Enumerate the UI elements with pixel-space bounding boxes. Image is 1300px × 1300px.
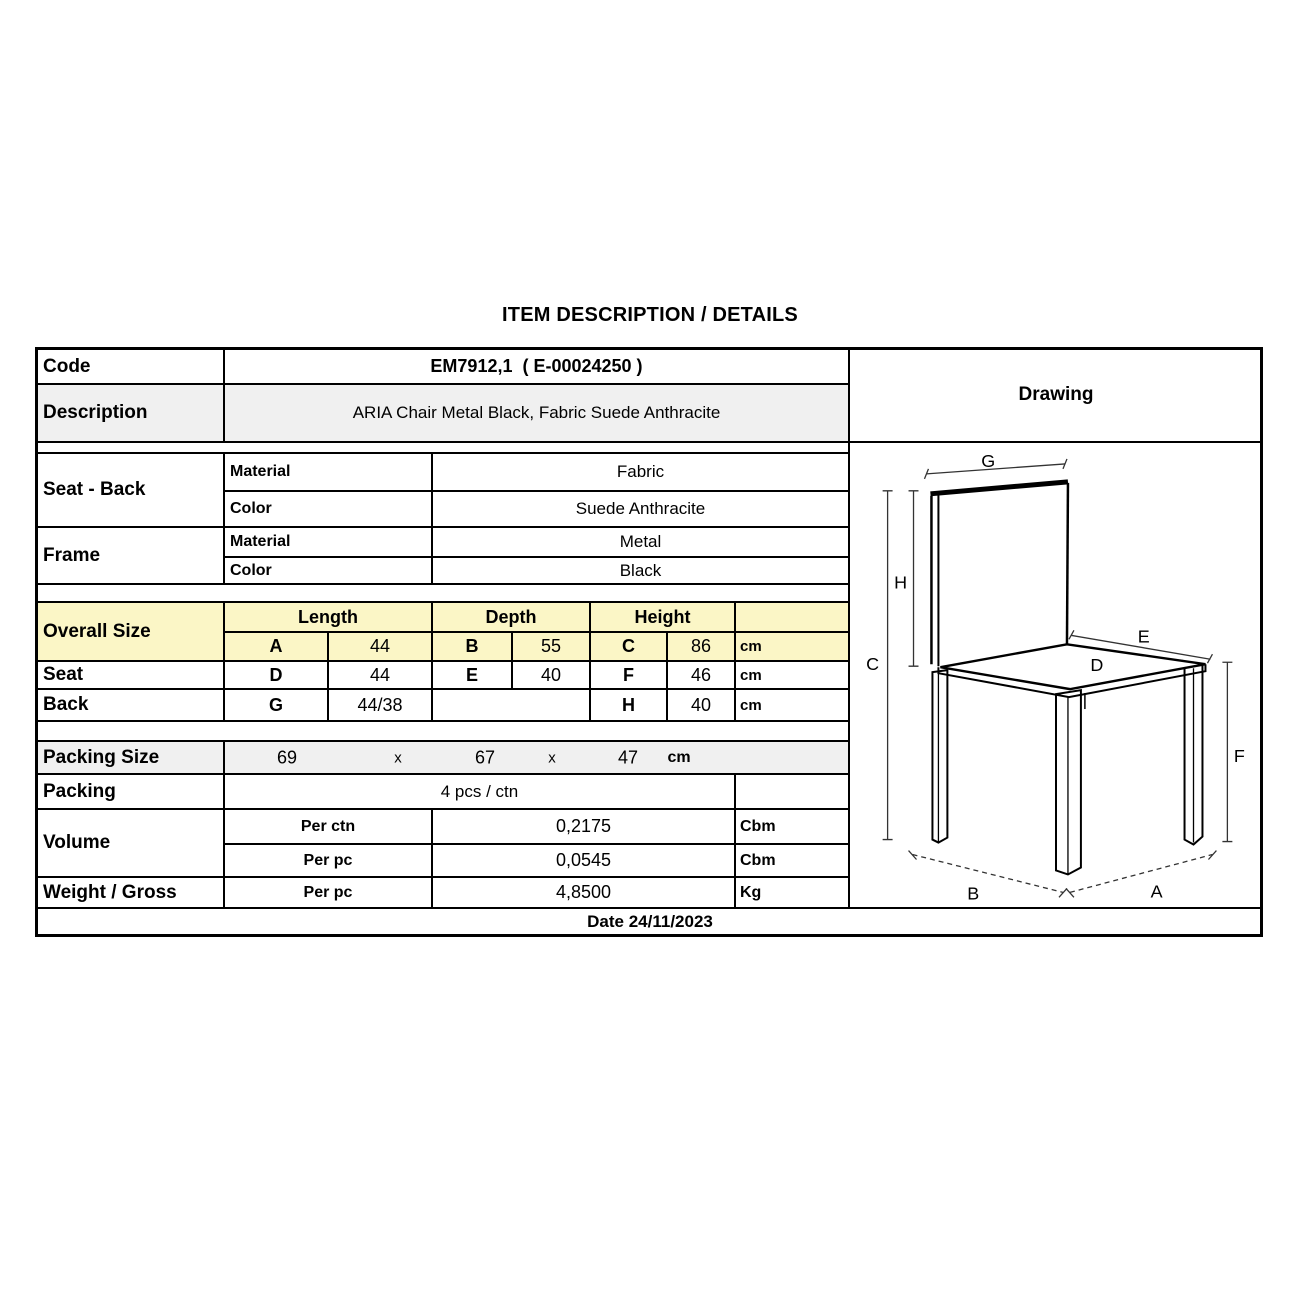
dim-f-value: 46 xyxy=(668,662,736,690)
dim-line-a xyxy=(1070,854,1212,892)
spacer-row xyxy=(38,722,848,742)
dim-line-b xyxy=(913,854,1063,892)
back-unit: cm xyxy=(736,690,848,722)
dim-h-value: 40 xyxy=(668,690,736,722)
packing-size-sep2: x xyxy=(548,749,556,766)
dim-b-letter: B xyxy=(433,633,513,662)
dim-d-value: 44 xyxy=(329,662,433,690)
volume-per-pc-unit: Cbm xyxy=(736,845,848,878)
backrest-top xyxy=(930,482,1068,494)
dim-b-value: 55 xyxy=(513,633,591,662)
label-e: E xyxy=(1137,625,1150,646)
dim-line-c xyxy=(883,490,893,839)
code-value: EM7912,1 ( E-00024250 ) xyxy=(225,350,848,385)
label-b: B xyxy=(967,883,980,904)
label-d: D xyxy=(1090,654,1104,675)
frame-color-value: Black xyxy=(433,558,848,585)
spec-table xyxy=(35,347,1263,937)
dim-e-value: 40 xyxy=(513,662,591,690)
seat-label: Seat xyxy=(38,662,225,690)
volume-per-ctn-unit: Cbm xyxy=(736,810,848,845)
backrest-right xyxy=(1067,483,1068,645)
leg-back-left xyxy=(932,670,947,842)
packing-size-v3: 47 xyxy=(617,747,639,767)
volume-per-ctn-value: 0,2175 xyxy=(433,810,736,845)
dim-g-value: 44/38 xyxy=(329,690,433,722)
seat-back-label: Seat - Back xyxy=(38,454,225,528)
height-header: Height xyxy=(591,603,736,633)
page-title: ITEM DESCRIPTION / DETAILS xyxy=(502,304,798,326)
dim-h-letter: H xyxy=(591,690,668,722)
spacer-row xyxy=(38,443,848,454)
depth-header: Depth xyxy=(433,603,591,633)
packing-label: Packing xyxy=(38,775,225,810)
overall-unit: cm xyxy=(736,633,848,662)
dim-line-h xyxy=(909,490,919,665)
overall-size-label: Overall Size xyxy=(38,603,225,662)
dim-e-letter: E xyxy=(433,662,513,690)
spacer-row xyxy=(38,585,848,603)
seat-back-material-value: Fabric xyxy=(433,454,848,492)
description-value: ARIA Chair Metal Black, Fabric Suede Anthracite xyxy=(225,385,848,443)
frame-label: Frame xyxy=(38,528,225,585)
code-label: Code xyxy=(38,350,225,385)
packing-size-sep1: x xyxy=(394,749,402,766)
dim-line-f xyxy=(1222,662,1232,841)
weight-per-label: Per pc xyxy=(225,878,433,909)
label-c: C xyxy=(866,653,880,674)
label-g: G xyxy=(981,450,996,471)
volume-per-pc-value: 0,0545 xyxy=(433,845,736,878)
unit-header-empty xyxy=(736,603,848,633)
dim-f-letter: F xyxy=(591,662,668,690)
frame-material-label: Material xyxy=(225,528,433,558)
seat-back-color-label: Color xyxy=(225,492,433,528)
length-header: Length xyxy=(225,603,433,633)
label-h: H xyxy=(894,572,908,593)
dim-d-letter: D xyxy=(225,662,329,690)
dim-line-b-ticks xyxy=(909,850,1067,897)
packing-size-label: Packing Size xyxy=(38,742,225,775)
back-label: Back xyxy=(38,690,225,722)
drawing-panel xyxy=(848,350,1262,909)
label-f: F xyxy=(1233,745,1245,766)
drawing-header: Drawing xyxy=(850,350,1262,443)
packing-size-values xyxy=(225,742,848,775)
chair-drawing xyxy=(850,443,1262,907)
dim-g-letter: G xyxy=(225,690,329,722)
back-depth-empty xyxy=(433,690,591,722)
label-a: A xyxy=(1150,881,1163,902)
packing-size-unit: cm xyxy=(667,748,691,766)
dim-a-letter: A xyxy=(225,633,329,662)
packing-unit-empty xyxy=(736,775,848,810)
dim-line-g xyxy=(926,464,1065,474)
packing-value: 4 pcs / ctn xyxy=(225,775,736,810)
seat-back-color-value: Suede Anthracite xyxy=(433,492,848,528)
weight-unit: Kg xyxy=(736,878,848,909)
weight-value: 4,8500 xyxy=(433,878,736,909)
chair xyxy=(930,482,1205,875)
dim-c-value: 86 xyxy=(668,633,736,662)
dim-c-letter: C xyxy=(591,633,668,662)
weight-label: Weight / Gross xyxy=(38,878,225,909)
volume-per-pc-label: Per pc xyxy=(225,845,433,878)
dim-a-value: 44 xyxy=(329,633,433,662)
packing-size-v1: 69 xyxy=(276,747,298,767)
frame-material-value: Metal xyxy=(433,528,848,558)
volume-per-ctn-label: Per ctn xyxy=(225,810,433,845)
volume-label: Volume xyxy=(38,810,225,878)
seat-unit: cm xyxy=(736,662,848,690)
seat-back-material-label: Material xyxy=(225,454,433,492)
description-label: Description xyxy=(38,385,225,443)
date-row: Date 24/11/2023 xyxy=(587,911,713,931)
frame-color-label: Color xyxy=(225,558,433,585)
packing-size-v2: 67 xyxy=(474,747,496,767)
